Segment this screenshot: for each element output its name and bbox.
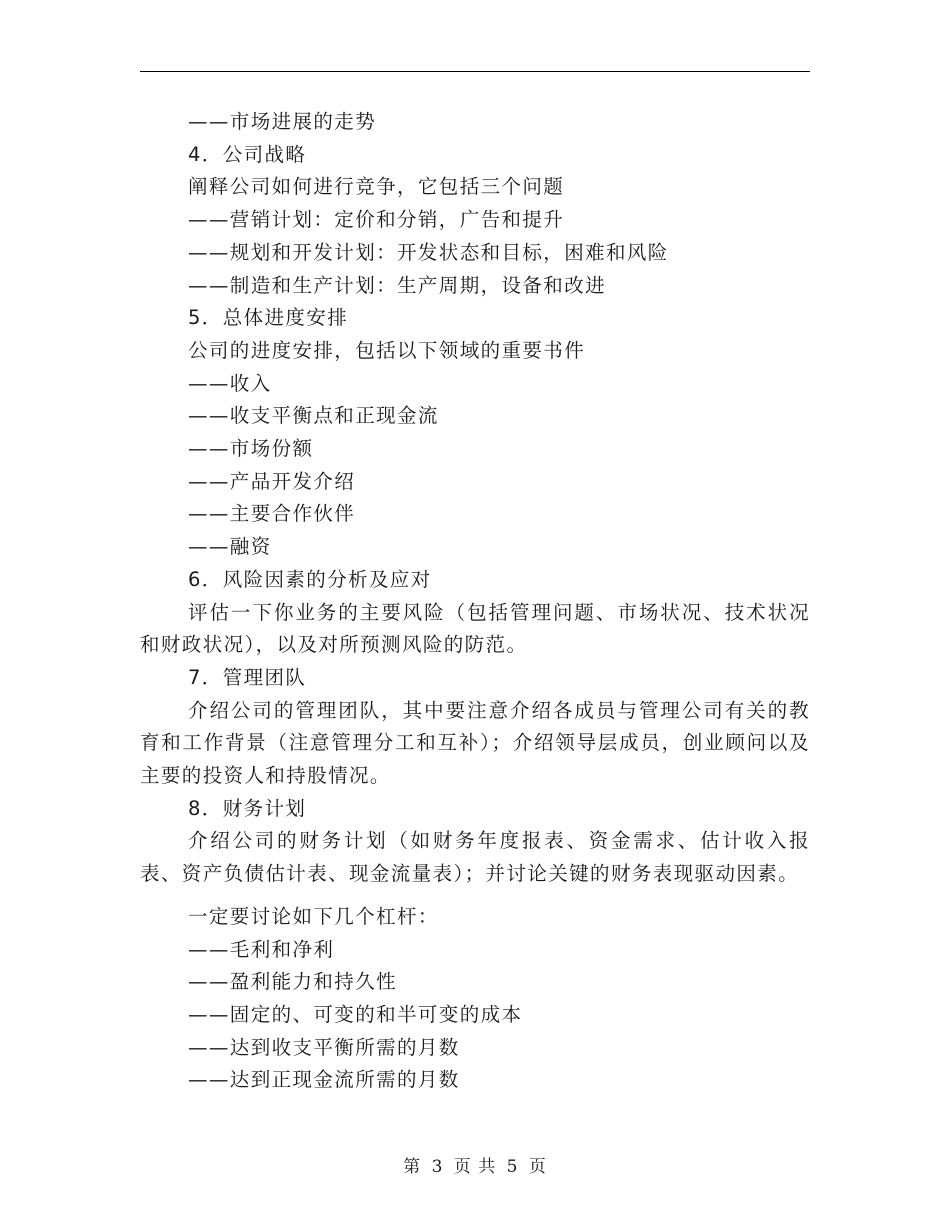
paragraph-team: 介绍公司的管理团队，其中要注意介绍各成员与管理公司有关的教育和工作背景（注意管理分工和互补）；介绍领导层成员，创业顾问以及主要的投资人和持股情况。 [140,698,810,788]
line-14: ——融资 [188,535,272,559]
line-03: 阐释公司如何进行竞争，它包括三个问题 [188,175,565,199]
line-09: ——收入 [188,371,272,395]
line-05: ——规划和开发计划：开发状态和目标，困难和风险 [188,240,669,264]
section-heading-8: 8．财务计划 [188,796,307,820]
section-heading-7: 7．管理团队 [188,665,307,689]
total-pages-number: 5 [506,1157,519,1177]
line-11: ——市场份额 [188,437,314,461]
document-body [140,106,810,1097]
section-heading-6: 6．风险因素的分析及应对 [188,567,432,591]
line-26: ——达到正现金流所需的月数 [188,1068,460,1092]
line-23: ——盈利能力和持久性 [188,970,398,994]
footer-prefix: 第 [403,1157,422,1177]
line-01: ——市场进展的走势 [188,110,377,133]
footer-suffix: 页 [528,1157,547,1177]
paragraph-risk: 评估一下你业务的主要风险（包括管理问题、市场状况、技术状况和财政状况），以及对所预测风险的防范。 [140,600,810,657]
line-08: 公司的进度安排，包括以下领域的重要书件 [188,338,586,362]
line-12: ——产品开发介绍 [188,469,356,493]
line-25: ——达到收支平衡所需的月数 [188,1035,460,1059]
paragraph-finance: 介绍公司的财务计划（如财务年度报表、资金需求、估计收入报表、资产负债估计表、现金流量表）；并讨论关键的财务表现驱动因素。 [140,829,810,886]
line-10: ——收支平衡点和正现金流 [188,404,439,428]
line-06: ——制造和生产计划：生产周期，设备和改进 [188,273,607,297]
footer-mid: 页 共 [453,1157,497,1177]
line-levers-intro: 一定要讨论如下几个杠杆： [188,904,439,928]
line-24: ——固定的、可变的和半可变的成本 [188,1002,523,1026]
line-22: ——毛利和净利 [188,937,335,961]
line-04: ——营销计划：定价和分销，广告和提升 [188,208,565,232]
current-page-number: 3 [431,1157,444,1177]
line-13: ——主要合作伙伴 [188,502,356,526]
header-rule [140,71,810,72]
page-footer [0,1152,950,1177]
section-heading-4: 4．公司战略 [188,142,307,166]
section-heading-5: 5．总体进度安排 [188,306,349,330]
